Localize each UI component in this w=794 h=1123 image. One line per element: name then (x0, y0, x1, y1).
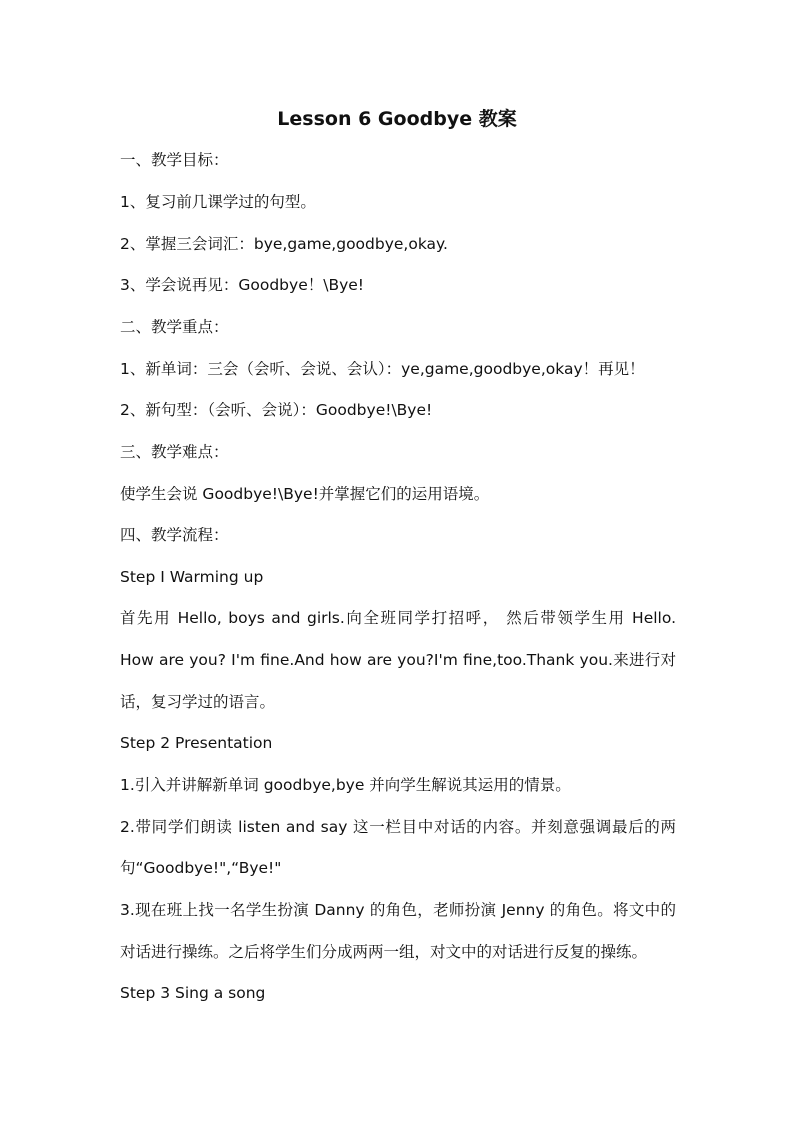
section-heading-objectives: 一、教学目标： (120, 151, 229, 169)
presentation-item-2-line-2: 句“Goodbye!",“Bye!" (120, 859, 282, 877)
objective-item-2: 2、掌握三会词汇：bye,game,goodbye,okay. (120, 235, 448, 253)
step-heading-presentation: Step 2 Presentation (120, 734, 273, 752)
section-heading-key-points: 二、教学重点： (120, 318, 229, 336)
presentation-item-3-line-1: 3.现在班上找一名学生扮演 Danny 的角色，老师扮演 Jenny 的角色。将文中的 (120, 901, 676, 919)
presentation-item-1: 1.引入并讲解新单词 goodbye,bye 并向学生解说其运用的情景。 (120, 776, 571, 794)
warming-up-paragraph-line-2: How are you? I'm fine.And how are you?I'm fine,too.Thank you.来进行对 (120, 651, 676, 669)
objective-item-1: 1、复习前几课学过的句型。 (120, 193, 316, 211)
warming-up-paragraph-line-1: 首先用 Hello, boys and girls.向全班同学打招呼， 然后带领学生用 Hello. (120, 609, 676, 627)
warming-up-paragraph-line-3: 话，复习学过的语言。 (120, 693, 276, 711)
step-heading-warming-up: Step I Warming up (120, 568, 264, 586)
key-point-item-1: 1、新单词：三会（会听、会说、会认）：ye,game,goodbye,okay！再见！ (120, 360, 645, 378)
presentation-item-2-line-1: 2.带同学们朗读 listen and say 这一栏目中对话的内容。并刻意强调最后的两 (120, 818, 676, 836)
key-point-item-2: 2、新句型：（会听、会说）：Goodbye!\Bye! (120, 401, 433, 419)
step-heading-sing-a-song: Step 3 Sing a song (120, 984, 266, 1002)
section-heading-procedure: 四、教学流程： (120, 526, 229, 544)
presentation-item-3-line-2: 对话进行操练。之后将学生们分成两两一组，对文中的对话进行反复的操练。 (120, 943, 648, 961)
section-heading-difficulties: 三、教学难点： (120, 443, 229, 461)
difficulty-text: 使学生会说 Goodbye!\Bye!并掌握它们的运用语境。 (120, 485, 490, 503)
objective-item-3: 3、学会说再见：Goodbye！\Bye! (120, 276, 365, 294)
document-title: Lesson 6 Goodbye 教案 (277, 108, 517, 130)
